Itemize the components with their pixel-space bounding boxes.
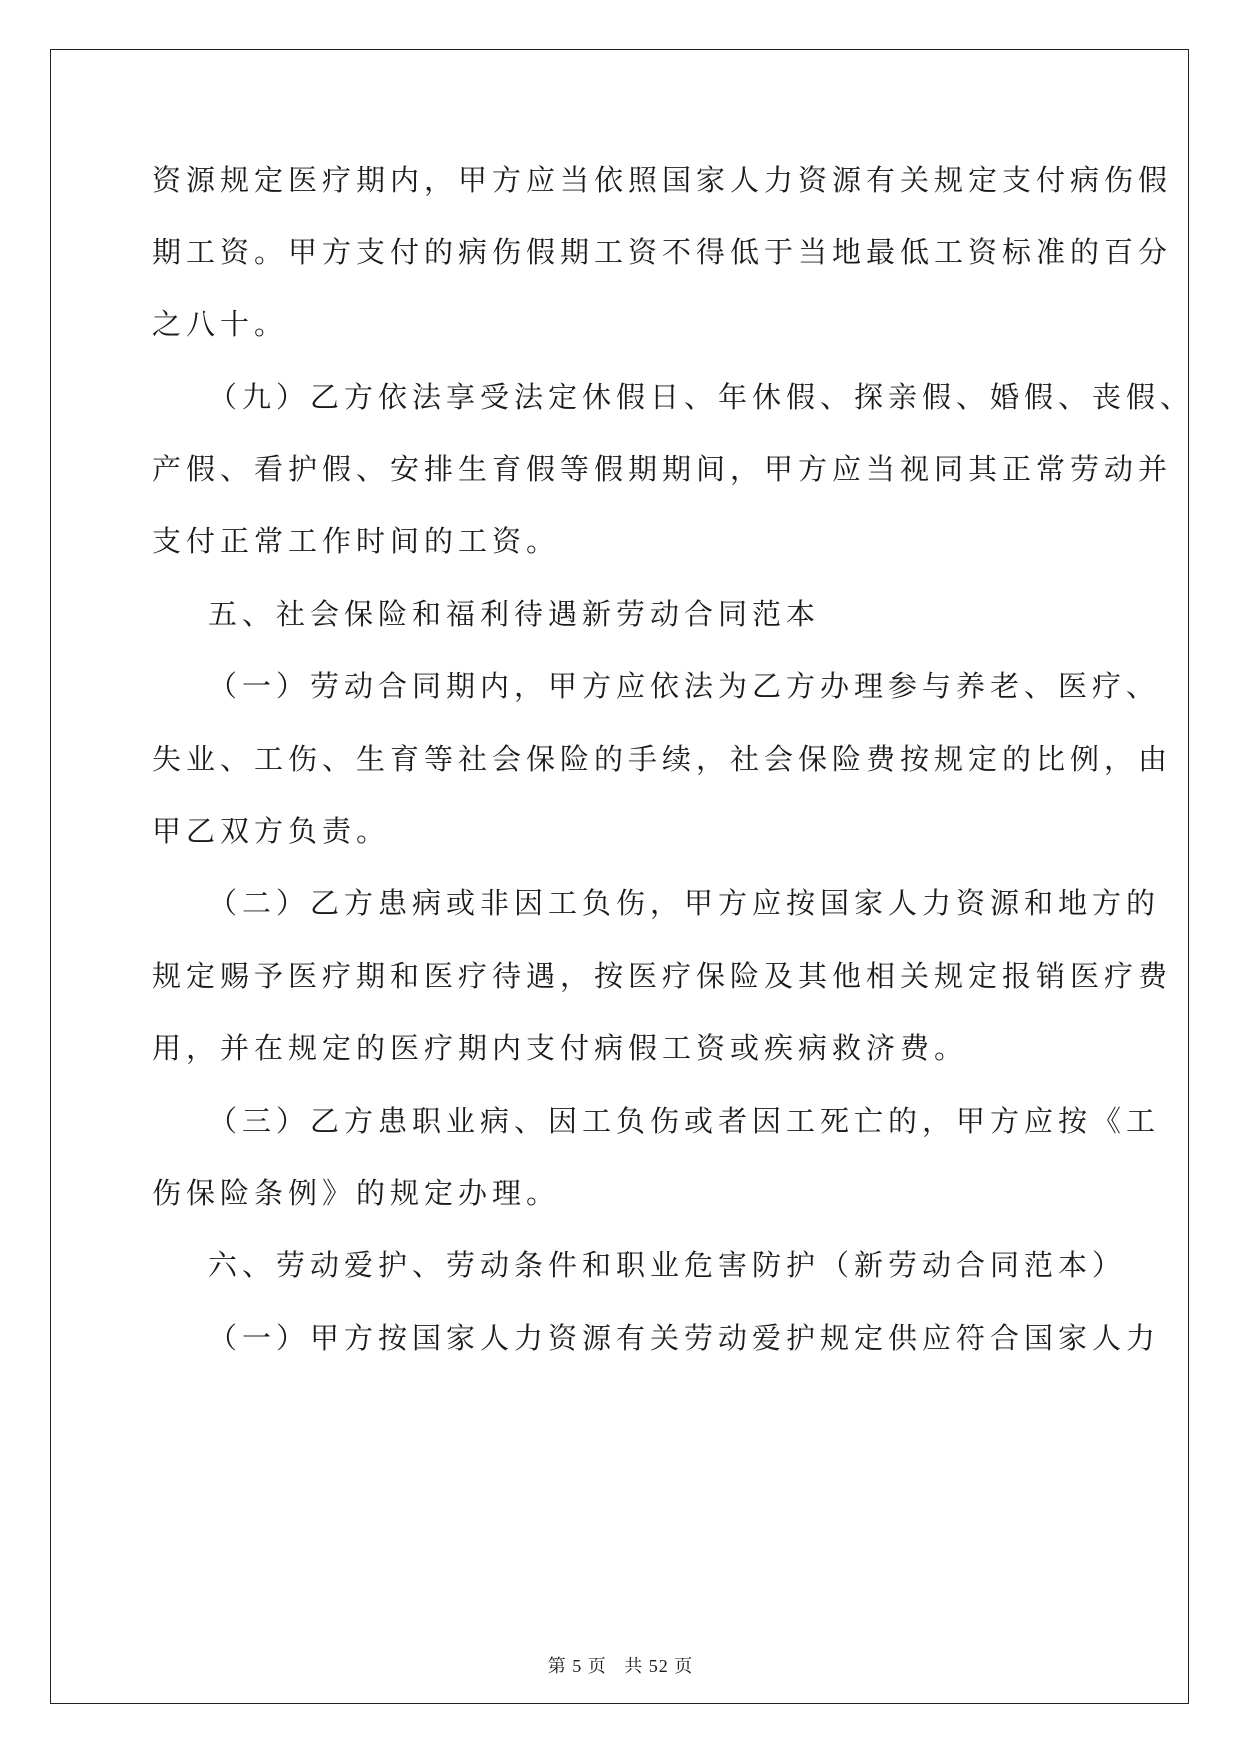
text-line: 产假、看护假、安排生育假等假期期间，甲方应当视同其正常劳动并 bbox=[152, 452, 1173, 486]
page-total: 共 52 页 bbox=[624, 1656, 694, 1676]
text-line: 失业、工伤、生育等社会保险的手续，社会保险费按规定的比例，由 bbox=[152, 742, 1173, 776]
paragraph-start: （九）乙方依法享受法定休假日、年休假、探亲假、婚假、丧假、 bbox=[208, 380, 1195, 414]
page-footer bbox=[0, 1652, 1241, 1678]
page-border bbox=[50, 49, 1189, 1704]
paragraph-start: （一）劳动合同期内，甲方应依法为乙方办理参与养老、医疗、 bbox=[208, 669, 1161, 703]
paragraph-start: （二）乙方患病或非因工负伤，甲方应按国家人力资源和地方的 bbox=[208, 886, 1161, 920]
text-line: 伤保险条例》的规定办理。 bbox=[152, 1176, 561, 1210]
text-line: 规定赐予医疗期和医疗待遇，按医疗保险及其他相关规定报销医疗费 bbox=[152, 959, 1173, 993]
paragraph-start: （一）甲方按国家人力资源有关劳动爱护规定供应符合国家人力 bbox=[208, 1321, 1161, 1355]
text-line: 支付正常工作时间的工资。 bbox=[152, 524, 561, 558]
text-line: 用，并在规定的医疗期内支付病假工资或疾病救济费。 bbox=[152, 1031, 969, 1065]
text-line: 甲乙双方负责。 bbox=[152, 814, 391, 848]
text-line: 期工资。甲方支付的病伤假期工资不得低于当地最低工资标准的百分 bbox=[152, 235, 1173, 269]
text-line: 资源规定医疗期内，甲方应当依照国家人力资源有关规定支付病伤假 bbox=[152, 163, 1173, 197]
section-heading: 五、社会保险和福利待遇新劳动合同范本 bbox=[208, 597, 821, 631]
text-line: 之八十。 bbox=[152, 307, 289, 341]
paragraph-start: （三）乙方患职业病、因工负伤或者因工死亡的，甲方应按《工 bbox=[208, 1104, 1161, 1138]
page-number: 第 5 页 bbox=[547, 1656, 607, 1676]
section-heading: 六、劳动爱护、劳动条件和职业危害防护（新劳动合同范本） bbox=[208, 1248, 1127, 1282]
